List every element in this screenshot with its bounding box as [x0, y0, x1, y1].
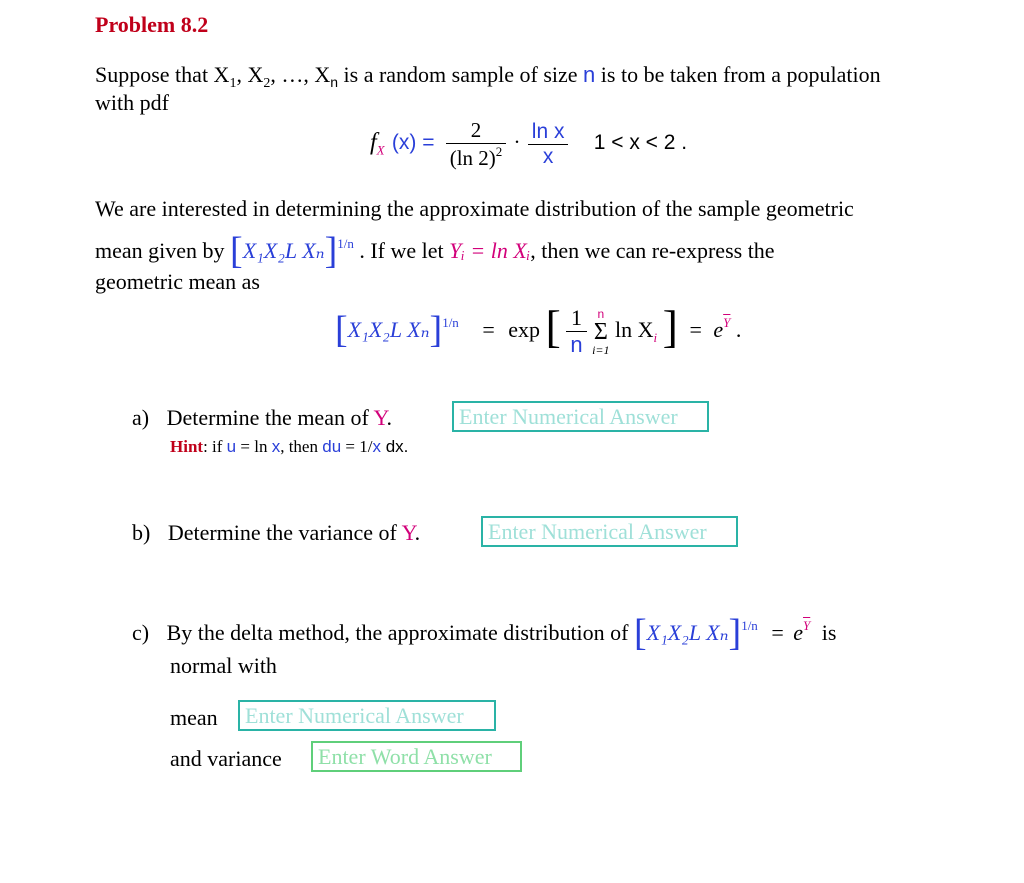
para2-line-2 [95, 230, 775, 272]
y-bar-exponent: Y [723, 315, 731, 330]
hint-text: : if [203, 437, 227, 456]
product-expression: X₁X₂L Xₙ [646, 620, 729, 645]
x1-subscript: 1 [229, 76, 237, 91]
y-variable: Y [373, 405, 387, 430]
right-bracket: ] [324, 230, 338, 272]
e-base: e [793, 620, 803, 645]
square-exponent: 2 [495, 144, 503, 159]
sum-upper-limit: n [597, 306, 605, 321]
question-a-label: a) [132, 405, 150, 430]
denominator-n: n [570, 332, 583, 358]
denominator-x: x [542, 145, 554, 168]
right-bracket: ] [429, 309, 443, 351]
para2-text: mean given by [95, 238, 225, 263]
question-a-text: Determine the mean of [166, 405, 374, 430]
left-bracket: [ [634, 612, 647, 654]
f-symbol: f [370, 129, 377, 156]
fraction-lnx-over-x [528, 120, 569, 169]
question-b [132, 519, 420, 547]
para2-line-3: geometric mean as [95, 269, 260, 294]
denominator-ln2: (ln 2) [449, 146, 496, 170]
hint-line [170, 437, 408, 457]
numerator-2: 2 [446, 118, 507, 144]
intro-line-2: with pdf [95, 90, 169, 115]
intro-text: is to be taken from a population [595, 62, 881, 87]
para2-text: . If we let [359, 238, 444, 263]
intro-sep: , …, X [270, 62, 331, 87]
problem-title: Problem 8.2 [95, 12, 209, 37]
question-b-text: Determine the variance of [167, 520, 402, 545]
intro-sep: , X [236, 62, 264, 87]
answer-b-input[interactable]: Enter Numerical Answer [481, 516, 738, 547]
sum-symbol: Σ [593, 318, 608, 345]
para2-text: , then we can re-express the [530, 238, 775, 263]
answer-a-input[interactable]: Enter Numerical Answer [452, 401, 709, 432]
f-argument: (x) = [391, 131, 435, 155]
xn-subscript: n [330, 74, 339, 90]
equals-sign: = [482, 317, 495, 342]
numerator-lnx: ln x [528, 120, 569, 145]
intro-text: is a random sample of size [338, 62, 584, 87]
question-b-label: b) [132, 520, 151, 545]
y-variable: Y [401, 520, 415, 545]
power-1-over-n: 1/n [337, 236, 354, 251]
fraction-2-over-ln2sq [446, 118, 507, 171]
equals-sign: = [689, 317, 702, 342]
period: . [386, 405, 393, 430]
right-bracket: ] [728, 612, 742, 654]
dot-operator: · [513, 130, 521, 155]
question-a [132, 404, 392, 432]
intro-line-1 [95, 61, 881, 98]
period: . [414, 520, 421, 545]
question-c-label: c) [132, 620, 150, 645]
question-c-text: is [821, 620, 837, 645]
sum-lower-limit: i=1 [592, 342, 610, 357]
power-1-over-n: 1/n [442, 315, 459, 330]
geometric-mean-equation: [X₁X₂L Xₙ]$^{1/n}$ = exp [ $\frac{1}{n}$ n Σ i=1 $\ln X_i$ ] = $e^{\overline{Y}}$ . [335, 301, 742, 358]
hint-du: du [322, 437, 342, 456]
equals-sign: = [771, 620, 784, 645]
product-expression: X₁X₂L Xₙ [347, 317, 430, 342]
intro-text: Suppose that X [95, 62, 230, 87]
hint-x: x [271, 437, 281, 456]
y-bar-exponent: Y [803, 618, 811, 633]
numerator-1: 1 [566, 305, 586, 332]
question-c-line-2: normal with [170, 653, 277, 678]
mean-label: mean [170, 705, 218, 730]
hint-u: u [226, 437, 237, 456]
fraction-1-over-n [566, 305, 586, 358]
e-base: e [713, 317, 724, 342]
question-c [132, 612, 837, 654]
sample-size-n: n [583, 62, 596, 87]
x2-subscript: 2 [263, 76, 271, 91]
hint-text: = 1/ [341, 437, 373, 456]
exp-left-bracket: [ [545, 301, 561, 352]
answer-variance-input[interactable]: Enter Word Answer [311, 741, 522, 772]
summation [592, 307, 609, 357]
let-definition: Yᵢ = ln Xᵢ [449, 238, 531, 263]
hint-text: = ln [236, 437, 272, 456]
para2-line-1: We are interested in determining the approximate distribution of the sample geometric [95, 196, 854, 221]
variance-label: and variance [170, 746, 282, 771]
support-range: 1 < x < 2 . [593, 131, 688, 155]
hint-label: Hint [170, 437, 204, 456]
left-bracket: [ [230, 230, 243, 272]
hint-x: x [372, 437, 381, 456]
exp-right-bracket: ] [662, 301, 678, 352]
product-expression: X₁X₂L Xₙ [242, 238, 325, 263]
question-c-text: By the delta method, the approximate distribution of [166, 620, 629, 645]
period: . [735, 317, 742, 342]
ln-x-i: ln X [615, 317, 654, 342]
hint-dx: dx. [380, 437, 409, 456]
power-1-over-n: 1/n [741, 618, 758, 633]
hint-text: , then [280, 437, 323, 456]
exp-function: exp [508, 317, 540, 342]
answer-mean-input[interactable]: Enter Numerical Answer [238, 700, 496, 731]
left-bracket: [ [335, 309, 348, 351]
f-subscript: X [376, 142, 385, 158]
pdf-equation [370, 118, 687, 171]
